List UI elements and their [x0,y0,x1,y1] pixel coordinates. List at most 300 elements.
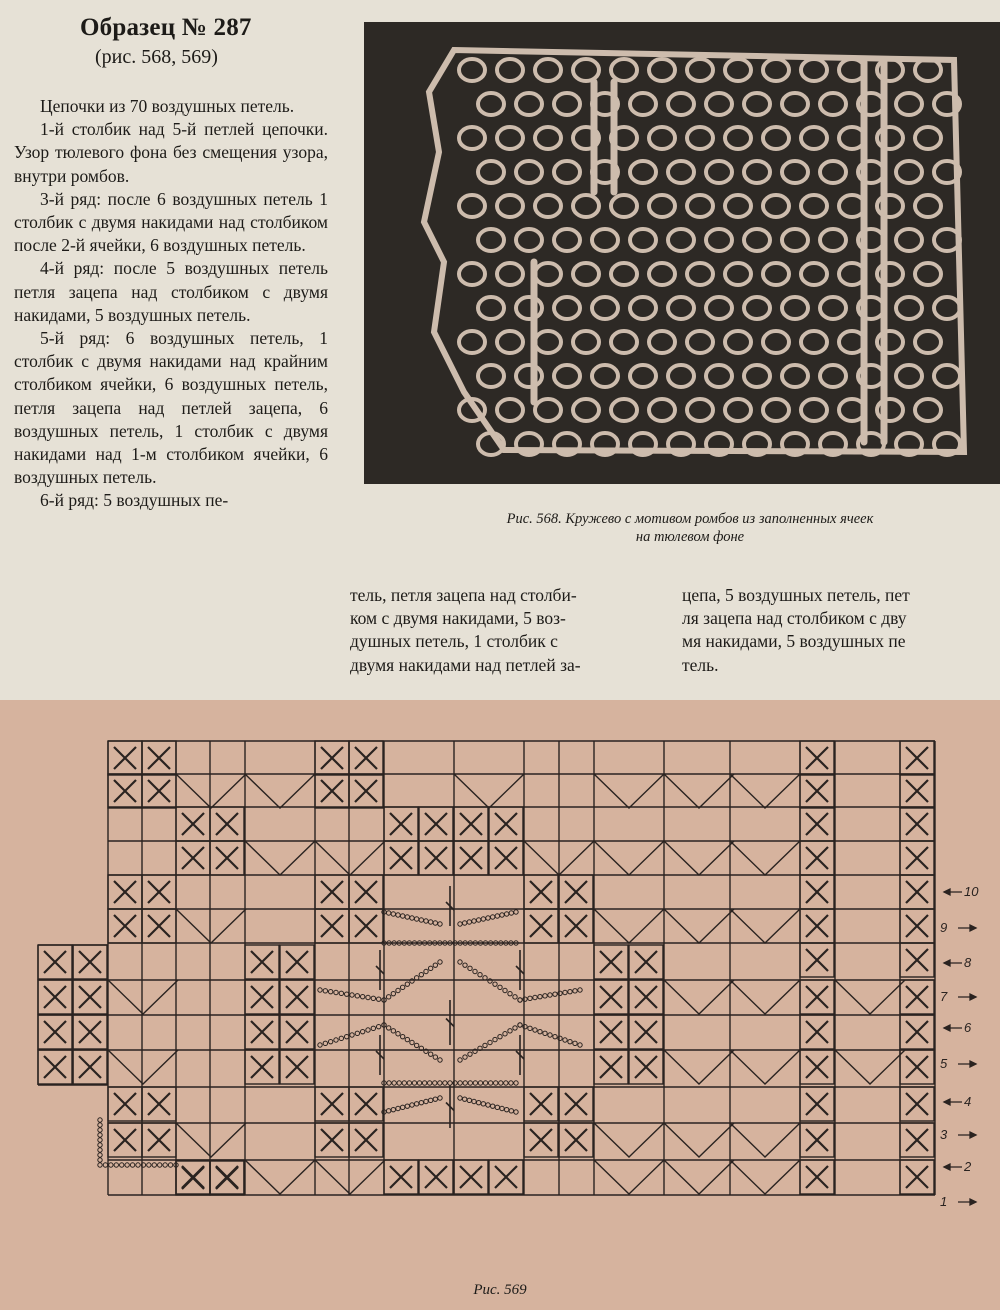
chain-stitch-dot-icon [528,1026,532,1030]
lace-mesh-cell [497,399,523,421]
chain-stitch-dot-icon [478,972,482,976]
filled-cell-cross-icon [176,807,210,841]
chain-stitch-dot-icon [473,1081,477,1085]
chain-stitch-dot-icon [360,1029,364,1033]
lace-mesh-cell [763,127,789,149]
filled-cell-cross-icon [900,1050,934,1084]
lace-mesh-cell [915,263,941,285]
chain-stitch-dot-icon [350,993,354,997]
chain-arch [664,1050,734,1084]
filled-cell-cross-icon [559,1123,593,1157]
chain-arches [108,774,905,1194]
filled-cell-cross-icon [315,909,349,943]
filled-cell-cross-icon [384,841,418,875]
lace-mesh-cell [459,127,485,149]
lace-mesh-cell [744,365,770,387]
filled-cell-cross-icon [280,1050,314,1084]
filled-cell-cross-icon [800,1123,834,1157]
filled-cell-cross-icon [315,741,349,775]
chain-stitch-dot-icon [458,960,462,964]
chain-stitch-dot-icon [472,1099,476,1103]
chain-stitch-dot-icon [438,922,442,926]
chain-stitch-dot-icon [433,1081,437,1085]
chain-stitch-dot-icon [405,1037,409,1041]
chain-arch [730,980,800,1014]
lace-mesh-cell [516,365,542,387]
lace-mesh-cell [725,399,751,421]
chain-stitch-dot-icon [476,1100,480,1104]
chain-stitch-dot-icon [103,1163,107,1167]
lace-mesh-cell [478,365,504,387]
chain-arch [594,841,664,875]
row-arrow-icon [958,925,976,931]
chain-stitch-dot-icon [481,917,485,921]
row-arrow-icon [958,1061,976,1067]
filled-cell-cross-icon [210,1161,244,1195]
chain-stitch-dot-icon [513,995,517,999]
filled-cell-cross-icon [142,741,176,775]
row-arrow-icon [944,1164,962,1170]
lace-mesh-cell [611,59,637,81]
chain-stitch-dot-icon [386,911,390,915]
lace-mesh-cell [801,59,827,81]
lace-mesh-cell [915,195,941,217]
filled-cell-cross-icon [245,945,279,979]
filled-cell-cross-icon [800,909,834,943]
filled-cell-cross-icon [73,1015,107,1049]
chain-stitch-dot-icon [509,1109,513,1113]
lace-mesh-cell [801,127,827,149]
chain-stitch-dot-icon [136,1163,140,1167]
chain-stitch-dot-icon [417,1081,421,1085]
chain-stitch-dot-icon [334,1038,338,1042]
chain-stitch-dot-icon [328,989,332,993]
filled-cell-cross-icon [800,875,834,909]
chain-arch [594,909,664,943]
chain-stitch-dot-icon [533,995,537,999]
chain-arch [594,1123,664,1157]
chain-stitch-dot-icon [568,989,572,993]
row-number-label: 1 [940,1194,948,1209]
filled-cell-cross-icon [73,980,107,1014]
filled-cells [38,741,934,1195]
chain-stitch-dot-icon [318,1043,322,1047]
chain-stitch-dot-icon [514,1110,518,1114]
chain-arch [176,909,246,943]
lace-mesh-cell [915,399,941,421]
filled-cell-cross-icon [38,1050,72,1084]
chain-stitch-dot-icon [371,1026,375,1030]
instruction-paragraph: 5-й ряд: 6 воздушных петель, 1 столбик с двумя накидами над крайним столбиком ячейки, 6 воздушных петель, петля зацепа над петлей зацепа, 6 воздушных петель, 1 столбик с двумя накидами над 1-м столбиком ячейки, 6 воздушных петель. [14,328,328,488]
lace-mesh-cell [516,93,542,115]
lace-mesh-cell [801,195,827,217]
instruction-line: ком с двумя накидами, 5 воз- [350,608,566,629]
chain-stitch-dot-icon [573,1041,577,1045]
filled-cell-cross-icon [419,841,453,875]
chain-stitch-dot-icon [414,917,418,921]
chain-stitch-dot-icon [396,1032,400,1036]
chain-stitch-dot-icon [355,1031,359,1035]
chain-stitch-dot-icon [504,1081,508,1085]
filled-cell-cross-icon [559,909,593,943]
chain-stitch-dot-icon [334,990,338,994]
filled-cell-cross-icon [108,741,142,775]
chain-stitch-dot-icon [578,988,582,992]
row-number-label: 10 [964,884,979,899]
row-number-label: 4 [964,1094,972,1109]
lace-mesh-cell [630,365,656,387]
filled-cell-cross-icon [900,774,934,808]
chain-stitch-dot-icon [500,913,504,917]
chain-stitch-dot-icon [400,985,404,989]
chain-stitch-dot-icon [366,995,370,999]
filled-cell-cross-icon [524,1123,558,1157]
lace-mesh-cell [763,59,789,81]
filled-cell-cross-icon [594,945,628,979]
lace-mesh-cell [649,399,675,421]
row-number-label: 8 [964,955,972,970]
chain-stitch-dot-icon [98,1128,102,1132]
treble-stitch-icon [516,950,524,990]
treble-stitch-icon [376,950,384,990]
lace-mesh-cell [820,229,846,251]
chain-arch [835,980,905,1014]
chain-arch [664,841,734,875]
chain-stitch-dot-icon [400,1105,404,1109]
chain-stitch-dot-icon [422,1081,426,1085]
chain-stitch-dot-icon [396,1106,400,1110]
instruction-paragraph: 6-й ряд: 5 воздушных пе- [40,490,229,511]
instruction-line: цепа, 5 воздушных петель, пет [682,585,910,605]
chain-arch [245,774,315,808]
filled-cell-cross-icon [900,909,934,943]
chain-stitch-dot-icon [414,1043,418,1047]
filled-cell-cross-icon [900,1015,934,1049]
lace-mesh-cell [934,365,960,387]
row-arrow-icon [944,1099,962,1105]
lace-mesh-cell [459,331,485,353]
chain-stitch-dot-icon [318,988,322,992]
chain-stitch-dot-icon [462,1097,466,1101]
filled-cell-cross-icon [594,980,628,1014]
lace-mesh-cell [535,399,561,421]
lace-mesh-cell [516,161,542,183]
chain-stitch-dot-icon [538,1029,542,1033]
chain-arch [730,1050,800,1084]
filled-cell-cross-icon [454,1160,488,1194]
chain-stitch-dot-icon [386,1109,390,1113]
filled-cell-cross-icon [800,1160,834,1194]
chain-stitch-dot-icon [419,918,423,922]
chain-stitch-dot-icon [468,1081,472,1085]
chain-stitch-dot-icon [533,1028,537,1032]
chain-arch [245,1160,315,1194]
chain-stitch-dot-icon [498,985,502,989]
chain-stitch-dot-icon [109,1163,113,1167]
lace-mesh-cell [554,161,580,183]
chain-stitch-dot-icon [478,1081,482,1085]
row-number-label: 9 [940,920,948,935]
chain-stitch-dot-icon [350,1033,354,1037]
filled-cell-cross-icon [524,1087,558,1121]
chain-stitch-dot-icon [508,991,512,995]
filled-cell-cross-icon [384,807,418,841]
chain-stitch-dot-icon [391,912,395,916]
filled-cell-cross-icon [419,1160,453,1194]
photo-caption-line: Рис. 568. Кружево с мотивом ромбов из заполненных ячеек [506,511,874,527]
pattern-figure-refs: (рис. 568, 569) [95,46,218,68]
chain-stitches [98,910,582,1167]
lace-mesh-cell [478,161,504,183]
chain-stitch-dot-icon [467,1098,471,1102]
chain-stitch-dot-icon [548,993,552,997]
chain-stitch-dot-icon [344,992,348,996]
filled-cell-cross-icon [280,945,314,979]
instruction-paragraph: Цепочки из 70 воздушных петель. [40,96,295,116]
chain-stitch-dot-icon [386,995,390,999]
filled-cell-cross-icon [900,1160,934,1194]
chain-arch [245,841,315,875]
lace-mesh-cell [497,263,523,285]
filled-cell-cross-icon [900,1087,934,1121]
chain-stitch-dot-icon [424,969,428,973]
chain-stitch-dot-icon [396,988,400,992]
chain-stitch-dot-icon [563,990,567,994]
lace-mesh-cell [459,195,485,217]
chain-stitch-dot-icon [468,1052,472,1056]
lace-mesh-cell [706,297,732,319]
chain-stitch-dot-icon [509,1081,513,1085]
chain-stitch-dot-icon [481,1102,485,1106]
chain-stitch-dot-icon [98,1133,102,1137]
chain-stitch-dot-icon [472,919,476,923]
chain-stitch-dot-icon [412,1081,416,1085]
filled-cell-cross-icon [349,909,383,943]
chain-stitch-dot-icon [503,1032,507,1036]
chain-stitch-dot-icon [513,1026,517,1030]
lace-mesh-cell [516,297,542,319]
chain-stitch-dot-icon [98,1148,102,1152]
chain-stitch-dot-icon [376,1024,380,1028]
chain-stitch-dot-icon [419,972,423,976]
chain-stitch-dot-icon [476,918,480,922]
filled-cell-cross-icon [245,980,279,1014]
chain-stitch-dot-icon [376,997,380,1001]
chain-arch [835,1050,905,1084]
treble-stitch-icon [446,1000,454,1045]
chain-stitch-dot-icon [458,922,462,926]
lace-mesh-cell [497,195,523,217]
lace-mesh-cell [649,195,675,217]
lace-mesh-cell [573,195,599,217]
row-arrow-icon [944,889,962,895]
row-arrow-icon [944,1025,962,1031]
chain-stitch-dot-icon [503,988,507,992]
chain-stitch-dot-icon [483,1043,487,1047]
filled-cell-cross-icon [900,807,934,841]
lace-mesh-cell [668,93,694,115]
chain-stitch-dot-icon [438,1081,442,1085]
instructions-middle-column [350,584,670,677]
chain-stitch-dot-icon [508,1029,512,1033]
chain-stitch-dot-icon [323,1041,327,1045]
chain-arch [664,1123,734,1157]
lace-mesh-cell [478,297,504,319]
chain-stitch-dot-icon [163,1163,167,1167]
treble-stitch-icon [446,886,454,926]
instruction-paragraph: 1-й столбик над 5-й петлей цепочки. Узор тюлевого фона без смещения узора, внутри ромбов. [14,119,328,186]
filled-cell-cross-icon [108,875,142,909]
filled-cell-cross-icon [900,980,934,1014]
chain-stitch-dot-icon [518,998,522,1002]
chain-stitch-dot-icon [538,994,542,998]
lace-mesh-cell [896,297,922,319]
row-arrow-icon [958,994,976,1000]
chain-stitch-dot-icon [573,989,577,993]
instruction-line: ля зацепа над столбиком с дву [682,608,907,629]
chain-stitch-dot-icon [152,1163,156,1167]
lace-mesh-cell [782,365,808,387]
lace-mesh-cell [668,297,694,319]
chain-arch [730,1160,800,1194]
chain-arch [730,774,800,808]
filled-cell-cross-icon [594,1015,628,1049]
photo-caption-line: на тюлевом фоне [635,529,745,545]
lace-mesh-cell [592,229,618,251]
instruction-line: душных петель, 1 столбик с [350,631,558,652]
filled-cell-cross-icon [900,875,934,909]
chain-arch [730,909,800,943]
lace-mesh-cell [630,297,656,319]
lace-mesh-cell [896,161,922,183]
filled-cell-cross-icon [594,1050,628,1084]
lace-mesh-cell [573,263,599,285]
chain-stitch-dot-icon [410,1103,414,1107]
filled-cell-cross-icon [800,1015,834,1049]
chain-stitch-dot-icon [386,1026,390,1030]
filled-cell-cross-icon [800,807,834,841]
chain-stitch-dot-icon [120,1163,124,1167]
chain-stitch-dot-icon [391,1107,395,1111]
lace-mesh-cell [554,229,580,251]
lace-mesh-cell [592,297,618,319]
chain-stitch-dot-icon [543,1031,547,1035]
filled-cell-cross-icon [559,875,593,909]
lace-mesh-cell [649,263,675,285]
chain-stitch-dot-icon [433,963,437,967]
pattern-title: Образец № 287 [80,14,252,41]
lace-mesh-cell [459,263,485,285]
lace-mesh-cell [535,127,561,149]
filled-cell-cross-icon [629,980,663,1014]
chain-arch [730,841,800,875]
instruction-paragraph: 4-й ряд: после 5 воздушных петель петля зацепа над столбиком с двумя накидами, 5 воздушных петель. [14,258,328,325]
chain-stitch-dot-icon [98,1158,102,1162]
chain-stitch-dot-icon [495,914,499,918]
chain-stitch-dot-icon [490,1104,494,1108]
chain-stitch-dot-icon [438,960,442,964]
filled-cell-cross-icon [489,841,523,875]
lace-mesh-cell [782,297,808,319]
lace-mesh-cell [668,161,694,183]
filled-cell-cross-icon [108,1123,142,1157]
chain-stitch-dot-icon [543,994,547,998]
chain-stitch-dot-icon [504,912,508,916]
chain-stitch-dot-icon [433,1097,437,1101]
row-number-label: 2 [964,1159,972,1174]
chain-stitch-dot-icon [486,1103,490,1107]
chain-stitch-dot-icon [391,1029,395,1033]
chain-stitch-dot-icon [344,1034,348,1038]
filled-cell-cross-icon [800,774,834,808]
chain-stitch-dot-icon [98,1118,102,1122]
filled-cell-cross-icon [108,774,142,808]
lace-mesh-cell [763,399,789,421]
chain-stitch-dot-icon [458,1081,462,1085]
filled-cell-cross-icon [315,774,349,808]
lace-mesh-cell [820,161,846,183]
filled-cell-cross-icon [454,841,488,875]
filled-cell-cross-icon [800,741,834,775]
chain-stitch-dot-icon [458,1096,462,1100]
chain-stitch-dot-icon [158,1163,162,1167]
filled-cell-cross-icon [349,875,383,909]
crochet-chart [0,700,1000,1280]
filled-cell-cross-icon [349,741,383,775]
treble-stitch-icon [516,1035,524,1075]
chain-arch [176,1123,246,1157]
lace-mesh-cell [611,195,637,217]
row-arrow-icon [958,1132,976,1138]
chain-stitch-dot-icon [397,1081,401,1085]
lace-mesh-cell [744,229,770,251]
treble-stitch-icon [446,1085,454,1128]
chain-stitch-dot-icon [568,1039,572,1043]
chain-stitch-dot-icon [410,1040,414,1044]
photo-caption [410,510,970,546]
chain-stitch-dot-icon [528,996,532,1000]
lace-mesh-cell [668,365,694,387]
chain-stitch-dot-icon [405,915,409,919]
instructions-left-column [14,95,328,513]
chain-stitch-dot-icon [392,1081,396,1085]
lace-mesh-cell [801,263,827,285]
lace-mesh-cell [782,229,808,251]
filled-cell-cross-icon [38,980,72,1014]
lace-mesh-cell [535,195,561,217]
chain-arch [315,1160,385,1194]
chain-stitch-dot-icon [130,1163,134,1167]
lace-mesh-cell [763,195,789,217]
filled-cell-cross-icon [349,1123,383,1157]
lace-mesh-cell [554,297,580,319]
chain-stitch-dot-icon [414,1102,418,1106]
instruction-paragraph: 3-й ряд: после 6 воздушных петель 1 столбик с двумя накидами над столбиком после 2-й ячейки, 6 воздушных петель. [14,188,328,256]
chain-stitch-dot-icon [339,991,343,995]
chain-stitch-dot-icon [504,1107,508,1111]
chain-stitch-dot-icon [463,963,467,967]
lace-mesh-cell [535,59,561,81]
filled-cell-cross-icon [280,1015,314,1049]
chain-stitch-dot-icon [514,1081,518,1085]
filled-cell-cross-icon [73,945,107,979]
chain-stitch-dot-icon [424,919,428,923]
chain-stitch-dot-icon [438,1058,442,1062]
lace-mesh-cell [896,229,922,251]
chain-stitch-dot-icon [462,921,466,925]
lace-mesh-cell [611,399,637,421]
chain-stitch-dot-icon [402,1081,406,1085]
